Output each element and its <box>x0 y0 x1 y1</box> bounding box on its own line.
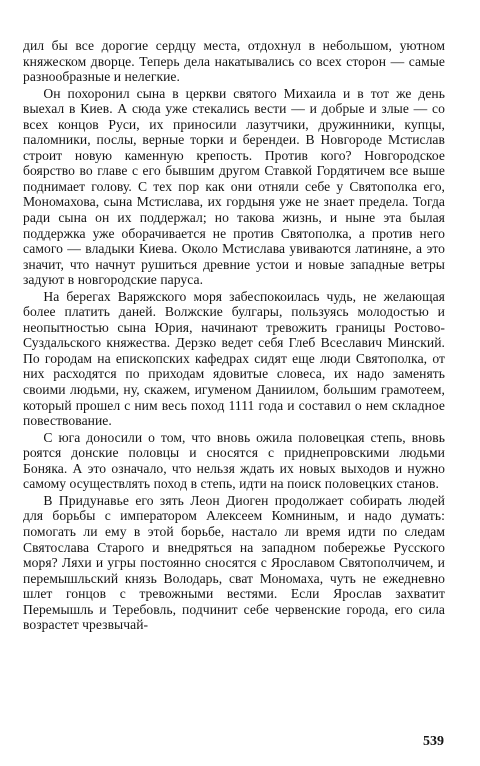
paragraph-steppe: С юга доносили о том, что вновь ожила половецкая степь, вновь роятся донские половцы и сносятся с приднепровскими людьми Боняка. А это означало, что нельзя ждать их новых выходов и нужно самому осуществлять поход в степь, идти на поиск половецких станов. <box>23 429 445 492</box>
paragraph-continued: дил бы все дорогие сердцу места, отдохнул в небольшом, уютном княжеском дворце. Теперь дела накатывались со всех сторон — самые разнообразные и нелегкие. <box>23 38 445 85</box>
paragraph-varangian-sea: На берегах Варяжского моря забеспокоилась чудь, не желающая более платить даней. Волжские булгары, пользуясь молодостью и неопытностью сына Юрия, начинают тревожить границы Ростово-Суздальского княжества. Дерзко ведет себя Глеб Всеславич Минский. По городам на епископских кафедрах сидят еще люди Святополка, от них расходятся по приходам ядовитые словеса, их надо заменять своими людьми, ну, скажем, игуменом Даниилом, большим грамотеем, который прошел с ним весь поход 1111 года и составил о нем складное повествование. <box>23 288 445 429</box>
book-page <box>23 38 445 738</box>
paragraph-danube: В Придунавье его зять Леон Диоген продолжает собирать людей для борьбы с императором Алексеем Комниным, и надо думать: помогать ли ему в этой борьбе, настало ли время идти по следам Святослава Старого и внедряться на западном побережье Русского моря? Ляхи и угры постоянно сносятся с Ярославом Святополчичем, и перемышльский князь Володарь, сват Мономаха, чуть не ежедневно шлет гонцов с тревожными вестями. Если Ярослав захватит Перемышль и Теребовль, подчинит себе червенские города, его сила возрастет чрезвычай- <box>23 492 445 633</box>
page-number: 539 <box>423 734 444 749</box>
paragraph-funeral-and-news: Он похоронил сына в церкви святого Михаила и в тот же день выехал в Киев. А сюда уже стекались вести — и добрые и злые — со всех концов Руси, их приносили лазутчики, дружинники, купцы, паломники, послы, верные торки и берендеи. В Новгороде Мстислав строит новую каменную крепость. Против кого? Новгородское боярство во главе с его бывшим другом Ставкой Гордятичем все выше поднимает голову. С тех пор как они отняли себе у Святополка его, Мономахова, сына Мстислава, их гордыня уже не знает предела. Тогда ради сына он их поддержал; но такова жизнь, и ныне эта былая поддержка уже оборачивается не против Святополка, а против него самого — владыки Киева. Около Мстислава увиваются латиняне, а это значит, что начнут рушиться древние устои и новые западные ветры задуют в новгородские паруса. <box>23 85 445 288</box>
